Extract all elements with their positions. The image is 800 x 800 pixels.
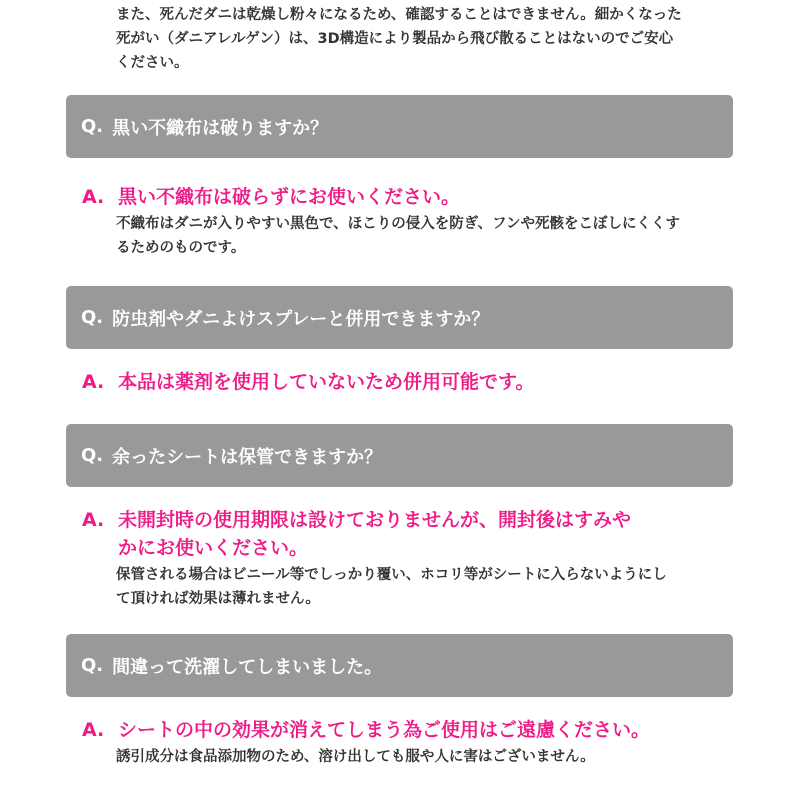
- question-prefix: Q.: [81, 307, 104, 328]
- answer-detail-line: て頂ければ効果は薄れません。: [116, 591, 320, 607]
- answer-detail-line: 保管される場合はビニール等でしっかり覆い、ホコリ等がシートに入らないようにし: [116, 567, 667, 583]
- faq-answer-1: [82, 183, 732, 260]
- intro-line: ください。: [116, 55, 189, 71]
- faq-answer-4: [82, 716, 732, 769]
- answer-prefix: A.: [82, 719, 105, 741]
- answer-line: 黒い不織布は破らずにお使いください。: [118, 186, 461, 208]
- question-text: 黒い不織布は破りますか？: [112, 117, 329, 139]
- question-prefix: Q.: [81, 655, 104, 676]
- answer-prefix: A.: [82, 509, 105, 531]
- intro-line: また、死んだダニは乾燥し粉々になるため、確認することはできません。細かくなった: [116, 7, 682, 23]
- intro-line: 死がい（ダニアレルゲン）は、3D構造により製品から飛び散ることはないのでご安心: [116, 31, 674, 47]
- faq-answer-3: [82, 506, 732, 611]
- answer-detail: [116, 212, 732, 260]
- question-prefix: Q.: [81, 445, 104, 466]
- faq-question-3: [66, 424, 733, 487]
- faq-question-4: [66, 634, 733, 697]
- answer-detail: [116, 745, 732, 769]
- answer-detail: [116, 563, 732, 611]
- answer-line: かにお使いください。: [118, 537, 309, 559]
- answer-detail-line: るためのものです。: [116, 240, 246, 256]
- answer-prefix: A.: [82, 186, 105, 208]
- answer-line: シートの中の効果が消えてしまう為ご使用はご遠慮ください。: [118, 719, 651, 741]
- question-text: 間違って洗濯してしまいました。: [112, 656, 383, 678]
- answer-detail-line: 不織布はダニが入りやすい黒色で、ほこりの侵入を防ぎ、フンや死骸をこぼしにくくす: [116, 216, 681, 232]
- faq-question-2: [66, 286, 733, 349]
- answer-line: 未開封時の使用期限は設けておりませんが、開封後はすみや: [118, 509, 632, 531]
- faq-answer-2: [82, 368, 732, 396]
- answer-detail-line: 誘引成分は食品添加物のため、溶け出しても服や人に害はございません。: [116, 749, 595, 765]
- question-text: 防虫剤やダニよけスプレーと併用できますか？: [112, 308, 490, 330]
- question-text: 余ったシートは保管できますか？: [112, 446, 383, 468]
- answer-line: 本品は薬剤を使用していないため併用可能です。: [118, 371, 535, 393]
- faq-question-1: [66, 95, 733, 158]
- intro-text: [116, 3, 756, 75]
- question-prefix: Q.: [81, 116, 104, 137]
- answer-prefix: A.: [82, 371, 105, 393]
